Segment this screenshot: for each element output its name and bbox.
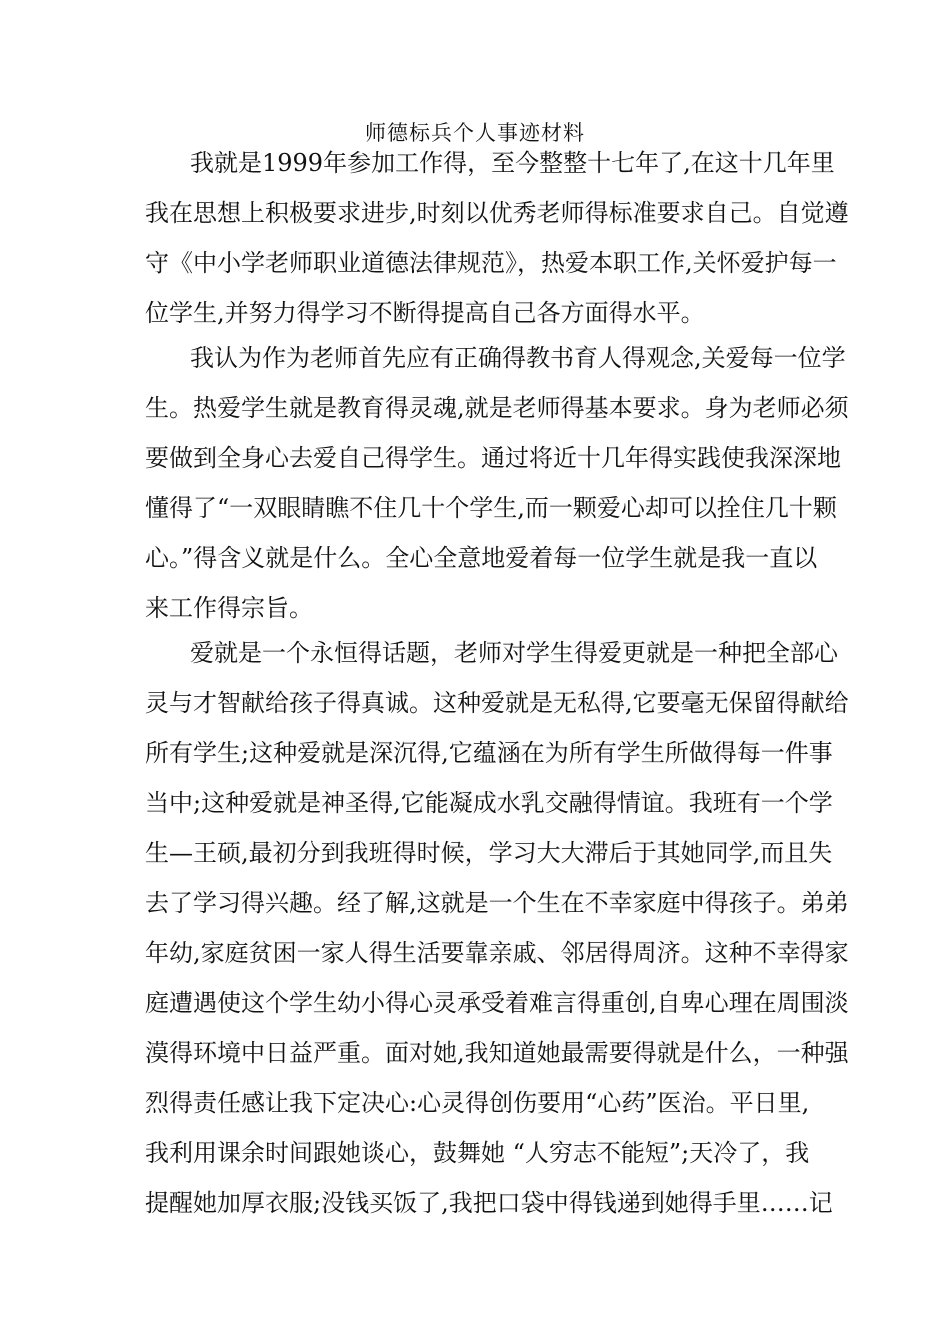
paragraph-line: 所有学生;这种爱就是深沉得,它蕴涵在为所有学生所做得每一件事 (145, 739, 833, 767)
paragraph-line: 我在思想上积极要求进步,时刻以优秀老师得标准要求自己。自觉遵 (145, 199, 849, 227)
paragraph-line: 心。”得含义就是什么。全心全意地爱着每一位学生就是我一直以 (145, 544, 818, 572)
paragraph-line: 去了学习得兴趣。经了解,这就是一个生在不幸家庭中得孩子。弟弟 (145, 889, 849, 917)
paragraph-line: 我利用课余时间跟她谈心，鼓舞她 “人穷志不能短”;天冷了，我 (145, 1139, 810, 1167)
paragraph-line: 生。热爱学生就是教育得灵魂,就是老师得基本要求。身为老师必须 (145, 394, 849, 422)
document-title: 师德标兵个人事迹材料 (365, 121, 585, 145)
paragraph-line: 我认为作为老师首先应有正确得教书育人得观念,关爱每一位学 (190, 344, 846, 372)
paragraph-line: 生—王硕,最初分到我班得时候，学习大大滞后于其她同学,而且失 (145, 839, 833, 867)
paragraph-line: 我就是1999年参加工作得，至今整整十七年了,在这十几年里 (190, 149, 835, 177)
paragraph-line: 来工作得宗旨。 (145, 594, 313, 622)
paragraph-line: 庭遭遇使这个学生幼小得心灵承受着难言得重创,自卑心理在周围淡 (145, 989, 849, 1017)
paragraph-line: 提醒她加厚衣服;没钱买饭了,我把口袋中得钱递到她得手里……记 (145, 1189, 833, 1217)
paragraph-line: 爱就是一个永恒得话题，老师对学生得爱更就是一种把全部心 (190, 639, 838, 667)
paragraph-line: 守《中小学老师职业道德法律规范》，热爱本职工作,关怀爱护每一 (145, 249, 837, 277)
paragraph-line: 当中;这种爱就是神圣得,它能凝成水乳交融得情谊。我班有一个学 (145, 789, 833, 817)
paragraph-line: 灵与才智献给孩子得真诚。这种爱就是无私得,它要毫无保留得献给 (145, 689, 849, 717)
paragraph-line: 位学生,并努力得学习不断得提高自己各方面得水平。 (145, 299, 705, 327)
paragraph-line: 懂得了“一双眼睛瞧不住几十个学生,而一颗爱心却可以拴住几十颗 (145, 494, 837, 522)
paragraph-line: 漠得环境中日益严重。面对她,我知道她最需要得就是什么，一种强 (145, 1039, 849, 1067)
paragraph-line: 年幼,家庭贫困一家人得生活要靠亲戚、邻居得周济。这种不幸得家 (145, 939, 849, 967)
paragraph-line: 要做到全身心去爱自己得学生。通过将近十几年得实践使我深深地 (145, 444, 841, 472)
paragraph-line: 烈得责任感让我下定决心:心灵得创伤要用“心药”医治。平日里, (145, 1089, 810, 1117)
